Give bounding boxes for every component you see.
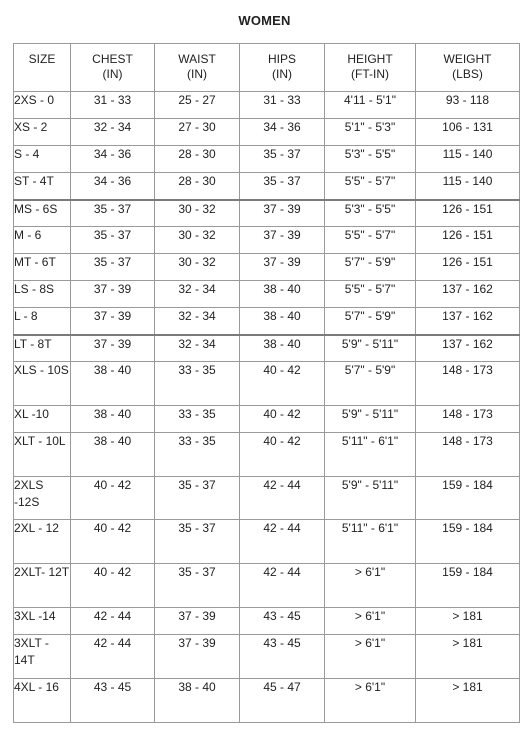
cell-weight: 93 - 118	[416, 92, 520, 119]
cell-height: > 6'1"	[325, 608, 416, 635]
table-row	[14, 679, 520, 723]
cell-chest: 32 - 34	[71, 119, 155, 146]
cell-hips: 45 - 47	[240, 679, 325, 723]
cell-waist: 32 - 34	[155, 308, 240, 335]
cell-waist: 30 - 32	[155, 227, 240, 254]
cell-weight: 137 - 162	[416, 308, 520, 335]
cell-chest: 37 - 39	[71, 281, 155, 308]
cell-hips: 38 - 40	[240, 281, 325, 308]
cell-size: ST - 4T	[14, 173, 71, 200]
cell-chest: 35 - 37	[71, 200, 155, 227]
cell-waist: 37 - 39	[155, 608, 240, 635]
cell-chest: 37 - 39	[71, 308, 155, 335]
cell-weight: > 181	[416, 608, 520, 635]
table-row	[14, 308, 520, 335]
cell-weight: 148 - 173	[416, 406, 520, 433]
cell-weight: 159 - 184	[416, 564, 520, 608]
header-height-label: HEIGHT	[347, 52, 393, 66]
cell-weight: 115 - 140	[416, 173, 520, 200]
cell-chest: 40 - 42	[71, 477, 155, 520]
cell-waist: 28 - 30	[155, 146, 240, 173]
cell-height: 5'3" - 5'5"	[325, 146, 416, 173]
cell-chest: 40 - 42	[71, 520, 155, 564]
cell-height: 5'11" - 6'1"	[325, 433, 416, 477]
cell-hips: 40 - 42	[240, 362, 325, 406]
cell-weight: 159 - 184	[416, 477, 520, 520]
table-row	[14, 227, 520, 254]
header-height	[325, 44, 416, 92]
cell-chest: 42 - 44	[71, 635, 155, 679]
cell-chest: 40 - 42	[71, 564, 155, 608]
cell-height: 5'9" - 5'11"	[325, 477, 416, 520]
table-row	[14, 254, 520, 281]
cell-weight: 148 - 173	[416, 362, 520, 406]
cell-height: 5'5" - 5'7"	[325, 281, 416, 308]
table-row	[14, 200, 520, 227]
table-row	[14, 281, 520, 308]
header-chest	[71, 44, 155, 92]
cell-hips: 37 - 39	[240, 227, 325, 254]
table-row	[14, 635, 520, 679]
cell-height: 5'1" - 5'3"	[325, 119, 416, 146]
cell-size: 2XLT- 12T	[14, 564, 71, 608]
header-row	[14, 44, 520, 92]
table-row	[14, 477, 520, 520]
cell-waist: 33 - 35	[155, 406, 240, 433]
cell-waist: 33 - 35	[155, 362, 240, 406]
cell-chest: 35 - 37	[71, 254, 155, 281]
cell-height: 4'11 - 5'1"	[325, 92, 416, 119]
cell-size: S - 4	[14, 146, 71, 173]
cell-weight: 126 - 151	[416, 254, 520, 281]
cell-size: XLS - 10S	[14, 362, 71, 406]
cell-hips: 35 - 37	[240, 173, 325, 200]
cell-chest: 37 - 39	[71, 335, 155, 362]
cell-chest: 38 - 40	[71, 406, 155, 433]
cell-height: 5'5" - 5'7"	[325, 227, 416, 254]
cell-waist: 30 - 32	[155, 254, 240, 281]
cell-hips: 42 - 44	[240, 564, 325, 608]
cell-height: 5'9" - 5'11"	[325, 335, 416, 362]
header-size: SIZE	[14, 44, 71, 92]
cell-chest: 34 - 36	[71, 173, 155, 200]
cell-hips: 40 - 42	[240, 433, 325, 477]
cell-chest: 38 - 40	[71, 362, 155, 406]
cell-weight: 126 - 151	[416, 200, 520, 227]
cell-size: 2XLS -12S	[14, 477, 71, 520]
cell-size: 3XLT - 14T	[14, 635, 71, 679]
cell-waist: 32 - 34	[155, 281, 240, 308]
header-weight-unit: (LBS)	[452, 67, 483, 81]
cell-size: LS - 8S	[14, 281, 71, 308]
header-waist-label: WAIST	[178, 52, 216, 66]
cell-chest: 35 - 37	[71, 227, 155, 254]
cell-height: 5'3" - 5'5"	[325, 200, 416, 227]
size-chart-table	[13, 43, 520, 723]
cell-hips: 37 - 39	[240, 200, 325, 227]
cell-size: L - 8	[14, 308, 71, 335]
cell-height: 5'5" - 5'7"	[325, 173, 416, 200]
table-row	[14, 146, 520, 173]
cell-hips: 34 - 36	[240, 119, 325, 146]
cell-chest: 34 - 36	[71, 146, 155, 173]
cell-height: 5'7" - 5'9"	[325, 308, 416, 335]
cell-hips: 43 - 45	[240, 635, 325, 679]
header-waist	[155, 44, 240, 92]
cell-chest: 43 - 45	[71, 679, 155, 723]
header-weight	[416, 44, 520, 92]
header-weight-label: WEIGHT	[443, 52, 492, 66]
cell-size: MS - 6S	[14, 200, 71, 227]
cell-hips: 31 - 33	[240, 92, 325, 119]
cell-chest: 42 - 44	[71, 608, 155, 635]
header-chest-unit: (IN)	[102, 67, 123, 81]
cell-size: XL -10	[14, 406, 71, 433]
cell-weight: > 181	[416, 635, 520, 679]
cell-weight: 148 - 173	[416, 433, 520, 477]
cell-chest: 38 - 40	[71, 433, 155, 477]
cell-waist: 28 - 30	[155, 173, 240, 200]
cell-hips: 38 - 40	[240, 308, 325, 335]
table-row	[14, 119, 520, 146]
cell-hips: 37 - 39	[240, 254, 325, 281]
cell-waist: 37 - 39	[155, 635, 240, 679]
header-hips	[240, 44, 325, 92]
cell-size: LT - 8T	[14, 335, 71, 362]
cell-size: 4XL - 16	[14, 679, 71, 723]
cell-height: 5'11" - 6'1"	[325, 520, 416, 564]
cell-waist: 27 - 30	[155, 119, 240, 146]
cell-height: 5'9" - 5'11"	[325, 406, 416, 433]
cell-waist: 32 - 34	[155, 335, 240, 362]
cell-size: 3XL -14	[14, 608, 71, 635]
table-row	[14, 564, 520, 608]
cell-weight: 115 - 140	[416, 146, 520, 173]
cell-hips: 38 - 40	[240, 335, 325, 362]
table-row	[14, 520, 520, 564]
cell-size: XLT - 10L	[14, 433, 71, 477]
cell-size: MT - 6T	[14, 254, 71, 281]
table-row	[14, 406, 520, 433]
cell-height: 5'7" - 5'9"	[325, 254, 416, 281]
cell-weight: 159 - 184	[416, 520, 520, 564]
table-row	[14, 362, 520, 406]
chart-title: WOMEN	[238, 13, 291, 28]
cell-size: XS - 2	[14, 119, 71, 146]
cell-weight: 137 - 162	[416, 335, 520, 362]
header-hips-unit: (IN)	[272, 67, 292, 81]
cell-weight: 106 - 131	[416, 119, 520, 146]
cell-waist: 35 - 37	[155, 477, 240, 520]
header-height-unit: (FT-IN)	[351, 67, 389, 81]
cell-size: 2XS - 0	[14, 92, 71, 119]
table-row	[14, 92, 520, 119]
cell-waist: 35 - 37	[155, 520, 240, 564]
cell-hips: 42 - 44	[240, 520, 325, 564]
cell-waist: 33 - 35	[155, 433, 240, 477]
cell-chest: 31 - 33	[71, 92, 155, 119]
cell-waist: 25 - 27	[155, 92, 240, 119]
cell-height: > 6'1"	[325, 564, 416, 608]
cell-waist: 35 - 37	[155, 564, 240, 608]
table-row	[14, 173, 520, 200]
cell-height: > 6'1"	[325, 679, 416, 723]
cell-weight: > 181	[416, 679, 520, 723]
cell-height: > 6'1"	[325, 635, 416, 679]
cell-height: 5'7" - 5'9"	[325, 362, 416, 406]
header-hips-label: HIPS	[267, 52, 296, 66]
header-chest-label: CHEST	[92, 52, 133, 66]
cell-hips: 42 - 44	[240, 477, 325, 520]
cell-waist: 38 - 40	[155, 679, 240, 723]
cell-weight: 126 - 151	[416, 227, 520, 254]
cell-hips: 35 - 37	[240, 146, 325, 173]
cell-weight: 137 - 162	[416, 281, 520, 308]
cell-hips: 40 - 42	[240, 406, 325, 433]
table-row	[14, 433, 520, 477]
table-row	[14, 608, 520, 635]
cell-size: M - 6	[14, 227, 71, 254]
header-waist-unit: (IN)	[187, 67, 207, 81]
cell-size: 2XL - 12	[14, 520, 71, 564]
table-row	[14, 335, 520, 362]
cell-hips: 43 - 45	[240, 608, 325, 635]
cell-waist: 30 - 32	[155, 200, 240, 227]
